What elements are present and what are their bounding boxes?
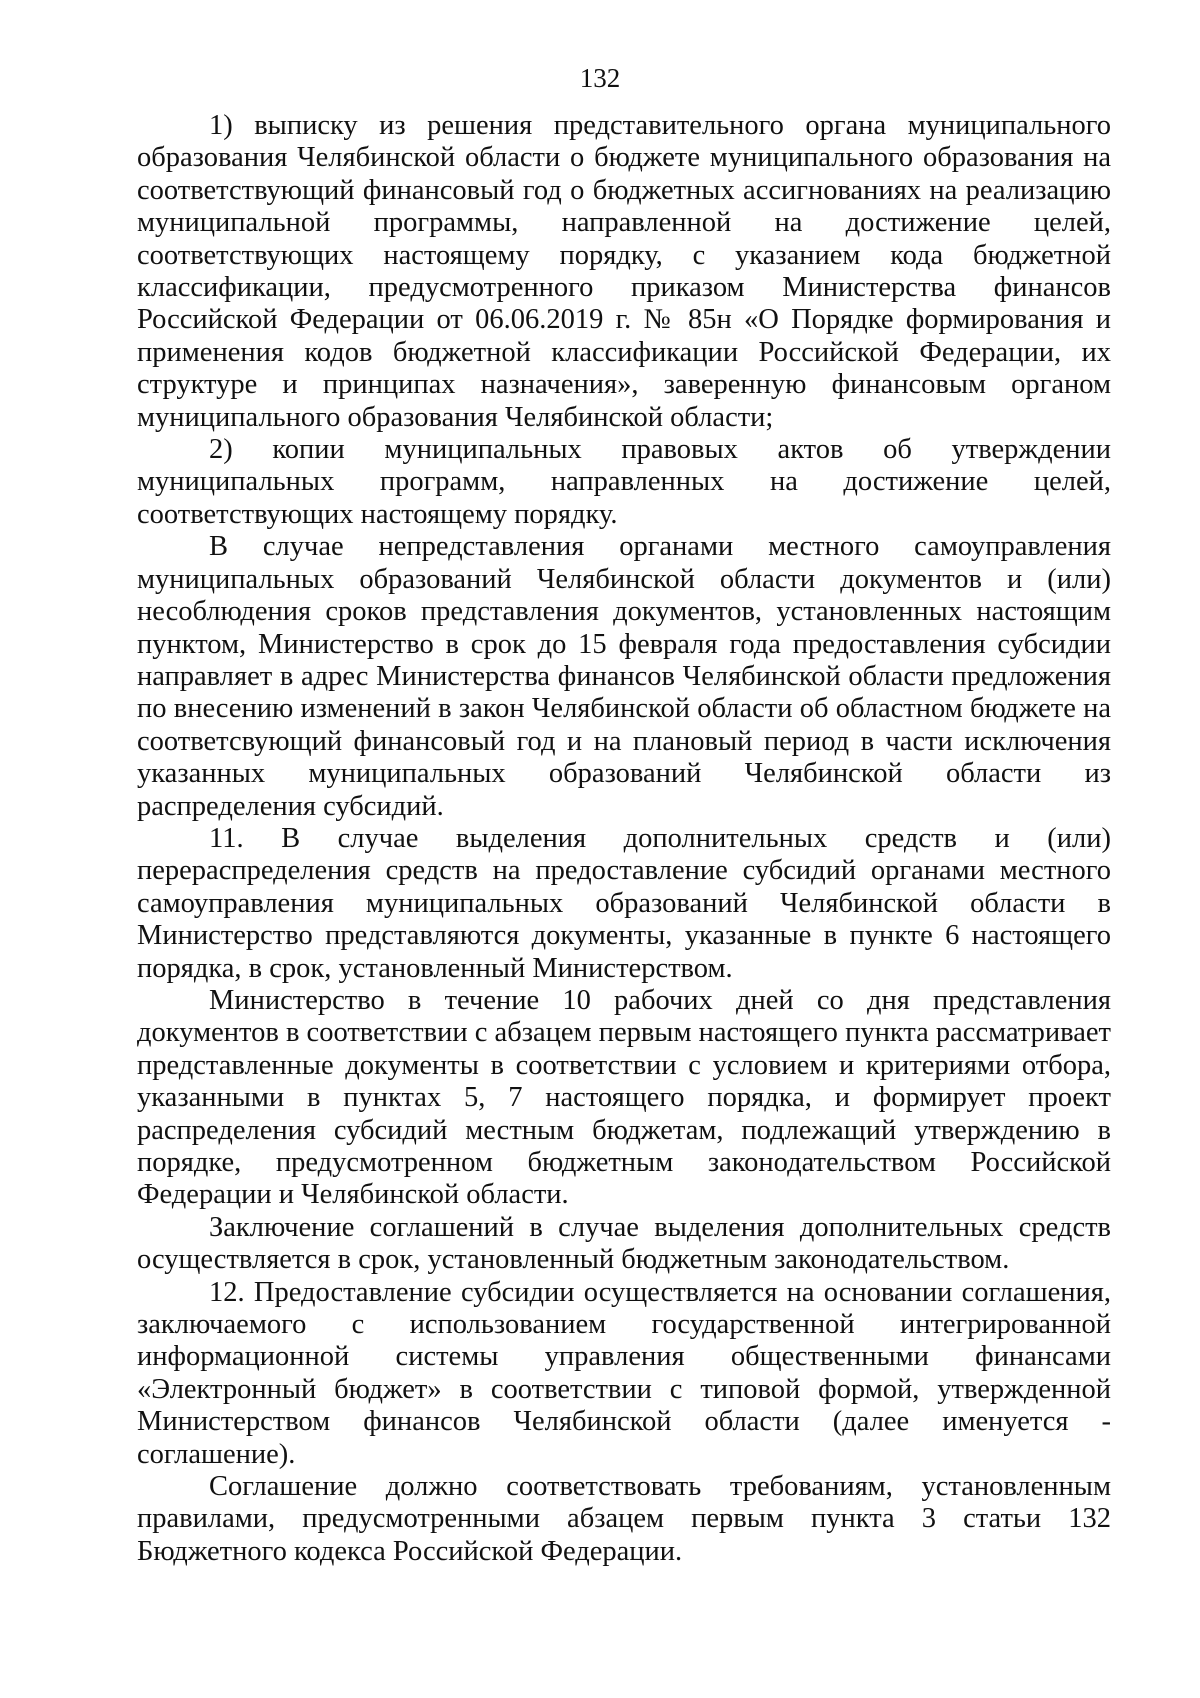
page-number: 132 — [579, 63, 621, 93]
paragraph-clause-12: 12. Предоставление субсидии осуществляется на основании соглашения, заключаемого с использованием государственной интегрированной информационной системы управления общественными финансами «Электронный бюджет» в соответствии с типовой формой, утвержденной Министерством финансов Челябинской области (далее именуется - соглашение). — [137, 1276, 1111, 1470]
paragraph-agreements-term: Заключение соглашений в случае выделения дополнительных средств осуществляется в срок, установленный бюджетным законодательством. — [137, 1211, 1111, 1276]
paragraph-ministry-review: Министерство в течение 10 рабочих дней со дня представления документов в соответствии с абзацем первым настоящего пункта рассматривает представленные документы в соответствии с условием и критериями отбора, указанными в пунктах 5, 7 настоящего порядка, и формирует проект распределения субсидий местным бюджетам, подлежащий утверждению в порядке, предусмотренном бюджетным законодательством Российской Федерации и Челябинской области. — [137, 984, 1111, 1211]
paragraph-clause-11: 11. В случае выделения дополнительных средств и (или) перераспределения средств на предоставление субсидий органами местного самоуправления муниципальных образований Челябинской области в Министерство представляются документы, указанные в пункте 6 настоящего порядка, в срок, установленный Министерством. — [137, 822, 1111, 984]
paragraph-item-2-copies: 2) копии муниципальных правовых актов об утверждении муниципальных программ, направленных на достижение целей, соответствующих настоящему порядку. — [137, 434, 1111, 530]
document-body — [137, 110, 1111, 1568]
paragraph-item-1-extract: 1) выписку из решения представительного органа муниципального образования Челябинской области о бюджете муниципального образования на соответствующий финансовый год о бюджетных ассигнованиях на реализацию муниципальной программы, направленной на достижение целей, соответствующих настоящему порядку, с указанием кода бюджетной классификации, предусмотренного приказом Министерства финансов Российской Федерации от 06.06.2019 г. № 85н «О Порядке формирования и применения кодов бюджетной классификации Российской Федерации, их структуре и принципах назначения», заверенную финансовым органом муниципального образования Челябинской области; — [137, 110, 1111, 433]
paragraph-non-submission: В случае непредставления органами местного самоуправления муниципальных образований Челябинской области документов и (или) несоблюдения сроков представления документов, установленных настоящим пунктом, Министерство в срок до 15 февраля года предоставления субсидии направляет в адрес Министерства финансов Челябинской области предложения по внесению изменений в закон Челябинской области об областном бюджете на соответсвующий финансовый год и на плановый период в части исключения указанных муниципальных образований Челябинской области из распределения субсидий. — [137, 531, 1111, 822]
paragraph-agreement-requirements: Соглашение должно соответствовать требованиям, установленным правилами, предусмотренными абзацем первым пункта 3 статьи 132 Бюджетного кодекса Российской Федерации. — [137, 1471, 1111, 1567]
